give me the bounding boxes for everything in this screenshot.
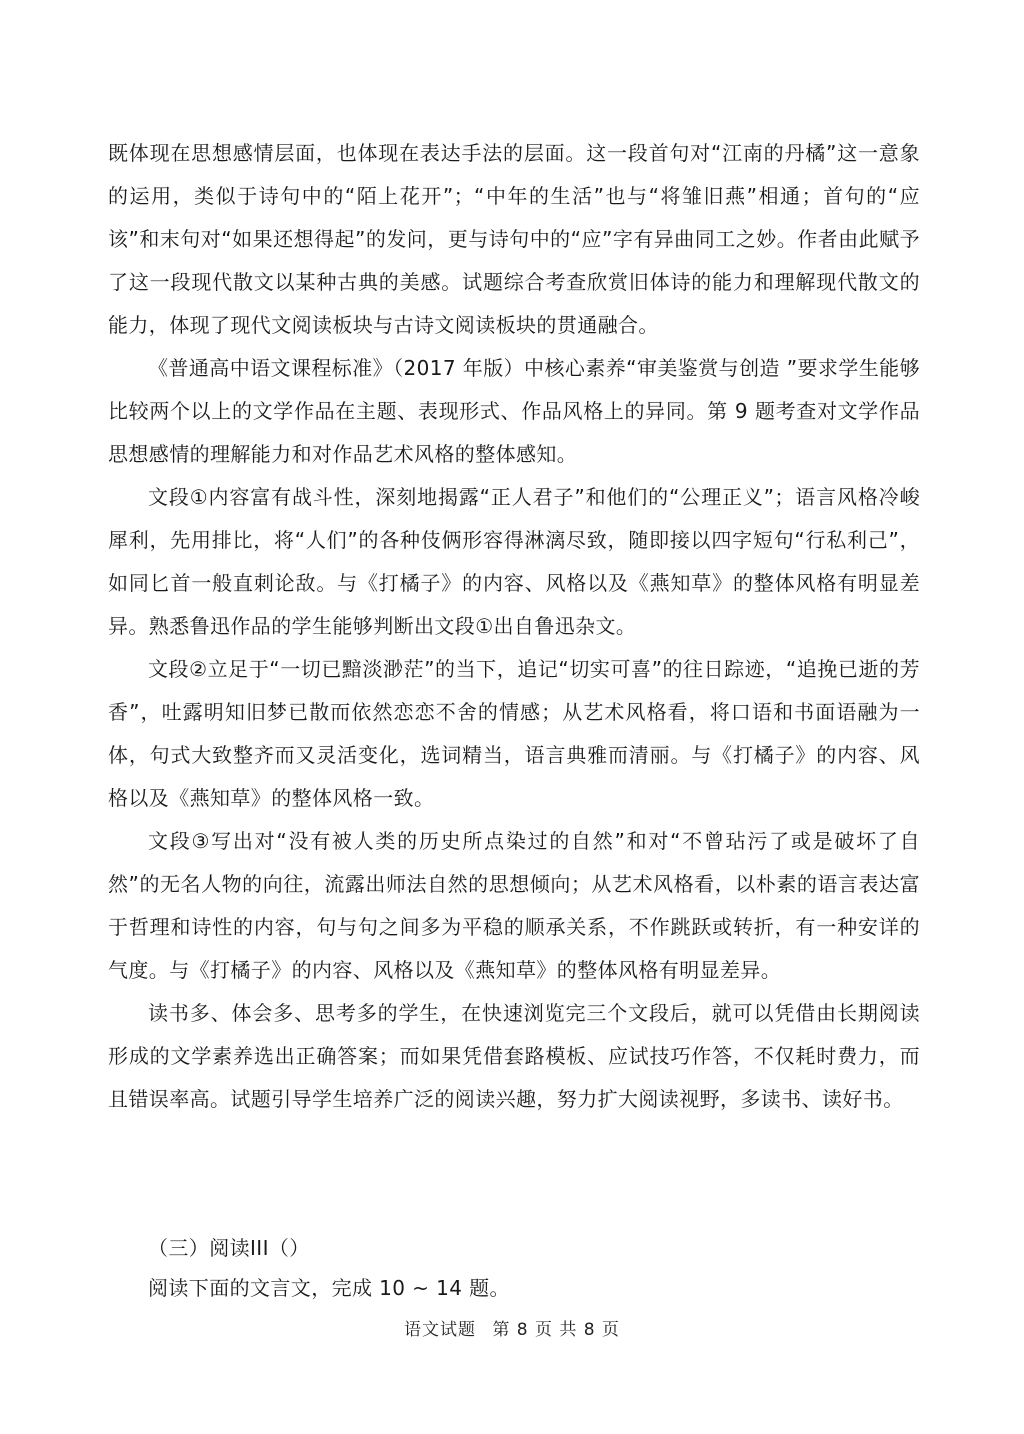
paragraph-passage-2: 文段②立足于“一切已黯淡渺茫”的当下，追记“切实可喜”的往日踪迹，“追挽已逝的芳香”，吐露明知旧梦已散而依然恋恋不舍的情感；从艺术风格看，将口语和书面语融为一体，句式大致整齐而又灵活变化，选词精当，语言典雅而清丽。与《打橘子》的内容、风格以及《燕知草》的整体风格一致。 [108,657,920,810]
paragraph-continuation: 既体现在思想感情层面，也体现在表达手法的层面。这一段首句对“江南的丹橘”这一意象的运用，类似于诗句中的“陌上花开”；“中年的生活”也与“将雏旧燕”相通；首句的“应该”和末句对“如果还想得起”的发问，更与诗句中的“应”字有异曲同工之妙。作者由此赋予了这一段现代散文以某种古典的美感。试题综合考查欣赏旧体诗的能力和理解现代散文的能力，体现了现代文阅读板块与古诗文阅读板块的贯通融合。 [108,141,920,337]
footer-subject: 语文试题 [403,1320,476,1340]
paragraph-passage-1: 文段①内容富有战斗性，深刻地揭露“正人君子”和他们的“公理正义”；语言风格冷峻犀利，先用排比，将“人们”的各种伎俩形容得淋漓尽致，随即接以四字短句“行私利己”，如同匕首一般直刺论敌。与《打橘子》的内容、风格以及《燕知草》的整体风格有明显差异。熟悉鲁迅作品的学生能够判断出文段①出自鲁迅杂文。 [108,485,920,638]
paragraph-curriculum-standard: 《普通高中语文课程标准》（2017 年版）中核心素养“审美鉴赏与创造 ”要求学生能够比较两个以上的文学作品在主题、表现形式、作品风格上的异同。第 9 题考查对文学作品思想感情的理解能力和对作品艺术风格的整体感知。 [108,356,920,466]
section-heading: （三）阅读III（） [148,1236,310,1260]
paragraph-passage-3: 文段③写出对“没有被人类的历史所点染过的自然”和对“不曾玷污了或是破坏了自然”的无名人物的向往，流露出师法自然的思想倾向；从艺术风格看，以朴素的语言表达富于哲理和诗性的内容，句与句之间多为平稳的顺承关系，不作跳跃或转折，有一种安详的气度。与《打橘子》的内容、风格以及《燕知草》的整体风格有明显差异。 [108,829,920,982]
answer-analysis-text [108,132,920,1121]
section-instruction: 阅读下面的文言文，完成 10 ~ 14 题。 [148,1276,510,1300]
reading-section-3 [148,1228,908,1308]
page-footer [0,1318,1024,1342]
paragraph-conclusion: 读书多、体会多、思考多的学生，在快速浏览完三个文段后，就可以凭借由长期阅读形成的文学素养选出正确答案；而如果凭借套路模板、应试技巧作答，不仅耗时费力，而且错误率高。试题引导学生培养广泛的阅读兴趣，努力扩大阅读视野，多读书、读好书。 [108,1001,920,1111]
footer-page-number: 第 8 页 共 8 页 [492,1320,621,1340]
